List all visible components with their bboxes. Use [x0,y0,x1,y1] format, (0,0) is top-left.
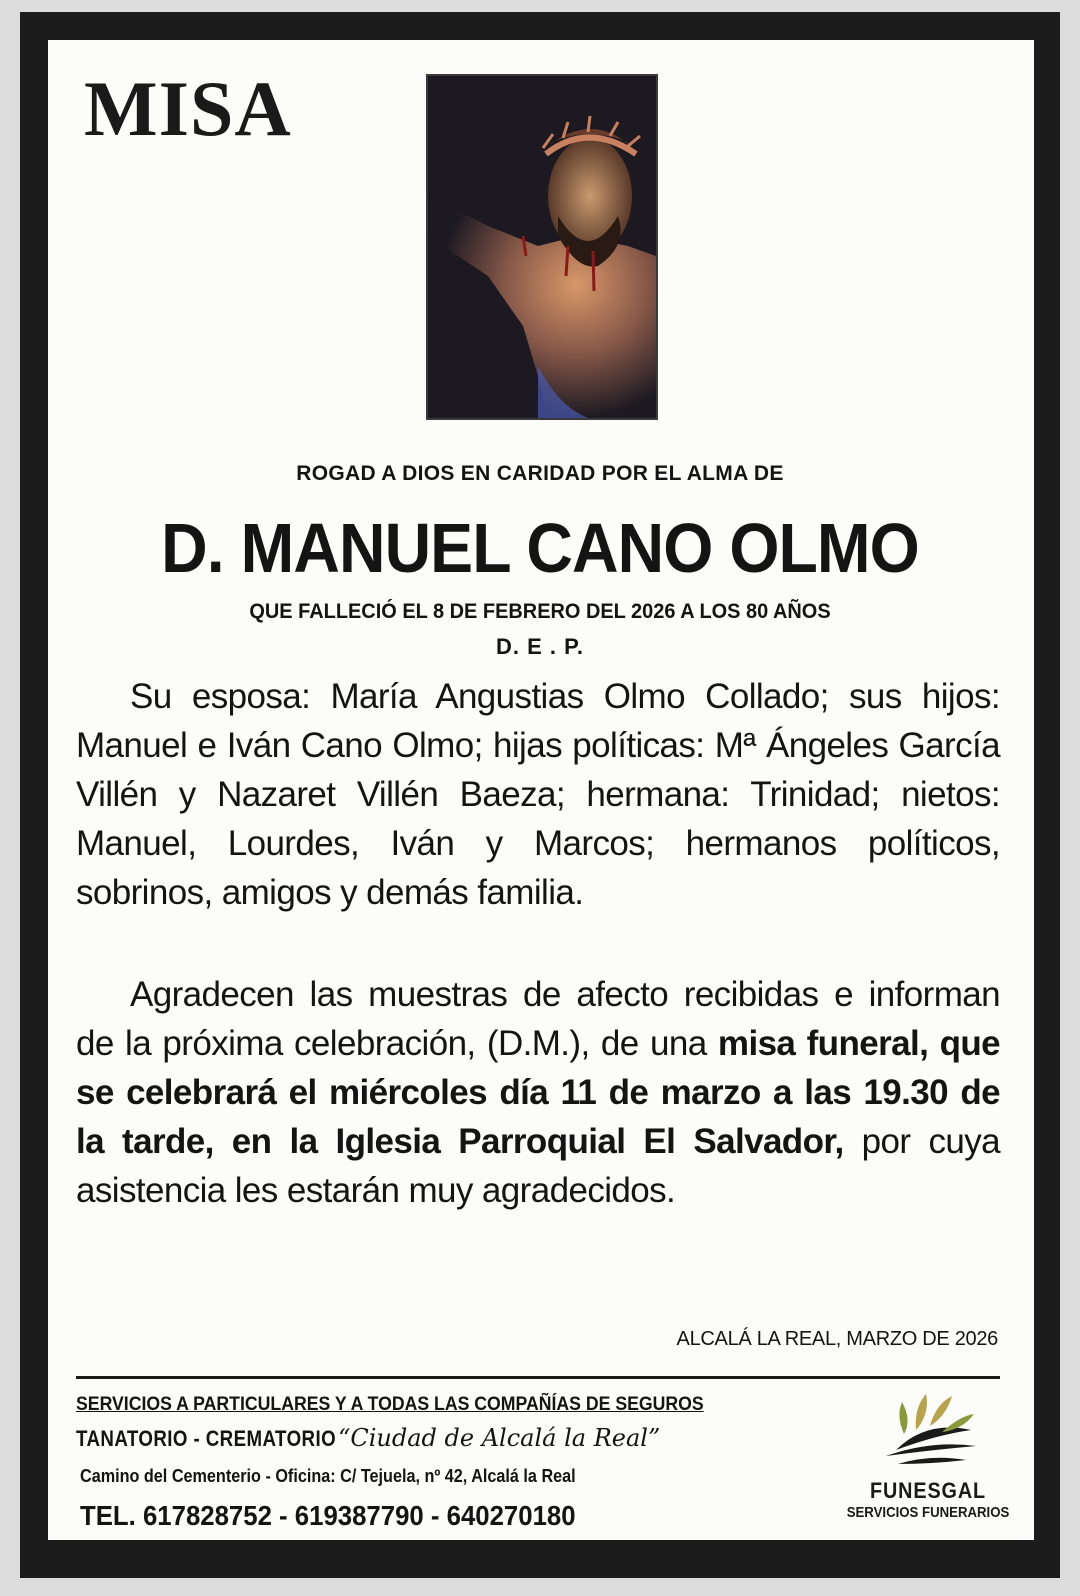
place-date: ALCALÁ LA REAL, MARZO DE 2026 [676,1328,998,1350]
leaf-sun-logo-icon [876,1390,982,1470]
address-line: Camino del Cementerio - Oficina: C/ Tejuela, nº 42, Alcalá la Real [80,1466,576,1486]
brand-block [830,1478,1026,1521]
tanatorio-line [76,1424,660,1452]
brand-name: FUNESGAL [869,1478,987,1503]
deceased-name: D. MANUEL CANO OLMO [161,509,919,587]
mass-outro: por cuya asistencia les estarán muy agradecidos. [76,1122,1000,1210]
mass-details: misa funeral, que se celebrará el miércoles día 11 de marzo a las 19.30 de la tarde, en la Iglesia Parroquial El Salvador, [76,1024,1000,1161]
prayer-line: ROGAD A DIOS EN CARIDAD POR EL ALMA DE [296,462,784,485]
dep-line: D. E . P. [495,634,585,659]
mass-intro: Agradecen las muestras de afecto recibidas e informan de la próxima celebración, (D.M.), de una [76,975,1000,1063]
phones-line: TEL. 617828752 - 619387790 - 640270180 [80,1500,576,1531]
tanatorio-label: TANATORIO - CREMATORIO [76,1426,337,1451]
family-paragraph: Su esposa: María Angustias Olmo Collado; sus hijos: Manuel e Iván Cano Olmo; hijas políticas: Mª Ángeles García Villén y Nazaret Villén Baeza; hermana: Trinidad; nietos: Manuel, Lourdes, Iván y Marcos; hermanos políticos, sobrinos, amigos y demás familia. [76,677,1000,912]
ciudad-label: “Ciudad de Alcalá la Real” [338,1424,661,1452]
mass-paragraph [76,970,1000,1215]
page-title: MISA [84,65,292,152]
crucified-christ-image [426,74,658,420]
services-line: SERVICIOS A PARTICULARES Y A TODAS LAS COMPAÑÍAS DE SEGUROS [76,1394,704,1415]
footer-divider [76,1376,1000,1379]
brand-tagline: SERVICIOS FUNERARIOS [846,1504,1010,1521]
death-line: QUE FALLECIÓ EL 8 DE FEBRERO DEL 2026 A LOS 80 AÑOS [249,600,831,623]
